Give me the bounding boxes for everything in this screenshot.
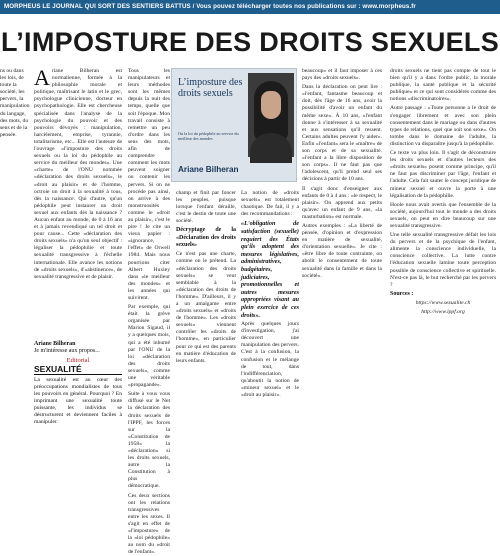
column-3 — [176, 190, 236, 400]
paragraph: Autre passage : «Toute personne a le droit de s'engager librement et avec son plein consentement dans le mariage ou dans d'autres types de relations, quel que soit son sexe». On tombe dans le domaine de l'adulte, la distinction va disparaître jusqu'à la pédophilie. — [390, 105, 496, 147]
dropcap-letter: A — [34, 65, 50, 90]
book-subtitle: Ou la loi du pédophile au service du meilleur des mondes — [178, 131, 239, 141]
top-banner: MORPHEUS LE JOURNAL QUI SORT DES SENTIERS BATTUS / Vous pouvez télécharger toutes nos publications sur : www.morpheus.fr — [0, 0, 500, 14]
paragraph: droits sexuels ne tient pas compte de tout le bien qu'il y a dans l'ordre public, la morale publique, la santé publique et la sécurité publique» et ce qui sont considérés comme des notions «discriminatoires». — [390, 68, 496, 103]
editorial-box — [34, 357, 122, 425]
byline-name: Ariane Bilheran — [34, 341, 76, 347]
paragraph: Autres exemples : «La liberté de pensée, d'opinion et d'expression en matière de sexualité, d'orientation sexuelle». Je cite : «être libre de toute contrainte, on abolit le consentement de toute sexualité dans la famille et dans la société». — [302, 222, 382, 279]
paragraph: Ces deux sections ont les relations transgressives entre les sexes. Il s'agit en effet de «l'imposture» de la «loi pédophile» au nom du «droit de l'enfant». — [128, 492, 170, 556]
section-subhead: Décryptage de la «Déclaration des droits sexuels» — [176, 227, 236, 249]
book-title: L’imposture des droits sexuels — [178, 77, 243, 99]
source-link[interactable]: http://www.ippf.org — [421, 309, 465, 316]
column-intro — [34, 65, 122, 340]
intro-paragraph: riane Bilheran est normalienne, formée à la philosophie morale et politique, maîtrisant le latin et le grec, psychologue clinicienne, docteur en psychopathologie. Elle est chercheuse spécialisée dans l'analyse de la psychologie du pouvoir et des pouvoirs dévoyés : manipulation, harcèlement, emprise, tyrannie, totalitarisme, etc... Elle est l'auteure de l'ouvrage «l'imposture des droits sexuels ou la loi du pédophile au service du meilleur des mondes». Une «charte» de l'ONU nommée «déclaration des droits sexuels», le «droit au plaisir» et de l'homme, octroie un droit à la sexualité à tous, dès la naissance. Qui d'autre, qu'un pédophile peut instaurer un droit sexuel aux enfants dès la naissance ? Aucun enfant au monde, de 0 à 16 ans et à jamais revendiqué un tel droit et pour cause... Cette «déclaration des droits sexuels» n'a qu'un seul objectif : légaliser la pédophilie et toute sexualité transgressive à l'échelle internationale. Elle avance les notions de «droits sexuels», d'«abstinence», de sexualité transgressive et de plaisir. — [34, 68, 122, 280]
column-3b — [241, 190, 299, 400]
paragraph: La notion de «droits sexuels» est totalement chaotique. De fait, il y a des recommandations : — [241, 190, 299, 218]
paragraph: Ce n'est pas une charte, comme on le prétend. La «déclaration des droits sexuels» se veut semblable à la «déclaration des droits de l'homme». D'ailleurs, il y a un amalgame entre «droits sexuels» et «droits de l'homme». Les «droits sexuels» viennent contrôler les «droits de l'homme», en particulier pour ce qui est des parents en matière d'éducation de leurs enfants. — [176, 251, 236, 364]
paragraph: champ et finit par foncer les peuples, puisque lorsque l'enfant déraille, c'est le destin de toute une société. — [176, 190, 236, 225]
pull-quote: «L'obligation de satisfaction (sexuelle) requiert des États qu'ils adoptent des mesures législatives, administratives, budgétaires, judiciaires, promotionnelles et autres mesures appropriées visant au plein exercice de ces droits». — [241, 220, 299, 319]
sources-label: Sources : — [390, 290, 414, 297]
paragraph: Après quelques jours d'investigation, j'ai découvert une manipulation des pervers. C'est à la confusion, la confusion et le mélange de tout, dans l'indifférenciation, qu'aboutit la notion de «mineur sexuel» et le «droit au plaisir». — [241, 321, 299, 399]
headline: L’IMPOSTURE DES DROITS SEXUELS — [0, 27, 500, 57]
paragraph: Par exemple, qui était la grève organisée par Marion Sigaud, il y a quelques mois, qui a été inhumé par l'ONU de la loi «déclaration des droits sexuels», comme une véritable «propagande». — [128, 304, 170, 389]
left-strip-column: ns ou dans les lois, de toute la société, les pervers, la manipulation du langage, des mots, du sens et de la pensée. — [0, 68, 30, 138]
book-cover — [171, 68, 297, 182]
byline — [34, 341, 122, 355]
paragraph: Il s'agit donc d'enseigner aux enfants de 0 à 4 ans : «le respect, le plaisir». On apprend aux petits qu'avec un enfant de 9 ans, «la masturbation» est normale. — [302, 185, 382, 220]
paragraph: Suite à vous vous diffusé sur le Net la déclaration des droits sexuels de l'IPPF, les forces sur la «Constitution de 1958» la «déclaration» si les droits sexuels, autre la Constitution à plus démocratique. — [128, 391, 170, 490]
column-4 — [302, 68, 382, 400]
editorial-title: SEXUALITÉ — [34, 364, 122, 375]
column-2 — [128, 68, 170, 556]
editorial-label: Editorial — [66, 357, 90, 364]
author-photo — [248, 73, 294, 157]
editorial-text: La sexualité est au cœur des préoccupations mondialistes de tous les pouvoirs en général. Pourquoi ? En imprimant une sexualité toute puissante, les individus se déstructurent et deviennent faciles à manipuler. — [34, 377, 122, 425]
book-author: Ariane Bilheran — [178, 165, 239, 174]
paragraph: Dans la déclaration on peut lire : «l'enfant, fantasme beaucoup et doit, dès l'âge de 16 ans, avoir la possibilité d'avoir un enfant du même sexe». À 10 ans, «l'enfant donne à s'intéresser à sa sexualité et aux sensations qu'il ressent. Certains adultes peuvent l'y aider». Enfin «l'enfant» sera le «maître» de son corps et de sa sexualité. «l'enfant a la libre disposition de son corps». Il ne faut pas que l'adolescent, qu'il prend seul ses décisions à partir de 10 ans. — [302, 84, 382, 183]
paragraph: Tous les manipulateurs et leurs méthodes sont les mêmes depuis la nuit des temps, quelle que soit l'époque. Mon travail consiste à remettre un peu d'ordre dans les sens des mots, afin de comprendre comment les mots peuvent soigner ou contenir les pervers. Si on ne procède pas ainsi, on arrive à des monstruosités comme le «droit au plaisir», c'est le pire ! Je cite un vieux papier : «ignorance, l'effet» de Orwell 1984. Mais nous pourrions citer Albert Huxley dans «le meilleur des mondes» et les années qui suivirent. — [128, 68, 170, 301]
column-5 — [390, 68, 496, 400]
paragraph: Une telle sexualité transgressive défait les lois du pervers et de la psychique de l'enfant, alimente la conscience individuelle, la conscience collective. La lutte contre l'éducation sexuelle lamine toute perception possible de conscience collective et spirituelle. N'est-ce pas là, le but recherché par les pervers ? — [390, 232, 496, 288]
paragraph: Ce texte va plus loin. Il s'agit de déconstruire les droits sexuels et d'autres lecteurs des «droits sexuels» posent comme principe, qu'il ne faut pas discriminer par l'âge, l'enfant et l'adulte. Cela fait sauter le concept juridique de mineur sexuel et ouvre la porte à une légalisation de la pédophilie. — [390, 150, 496, 199]
byline-text: Je m'intéresse aux propos... — [34, 348, 100, 354]
paragraph: Hoole nous avait avertis que l'ensemble de la société, aujourd'hui tout le monde a des droits sexuels, on peut en dire beaucoup sur une sexualité transgressive. — [390, 201, 496, 229]
source-link[interactable]: https://www.sexualite.ch — [415, 300, 471, 307]
paragraph: beaucoup» et il faut imposer à ces pays des «droits sexuels». — [302, 68, 382, 82]
